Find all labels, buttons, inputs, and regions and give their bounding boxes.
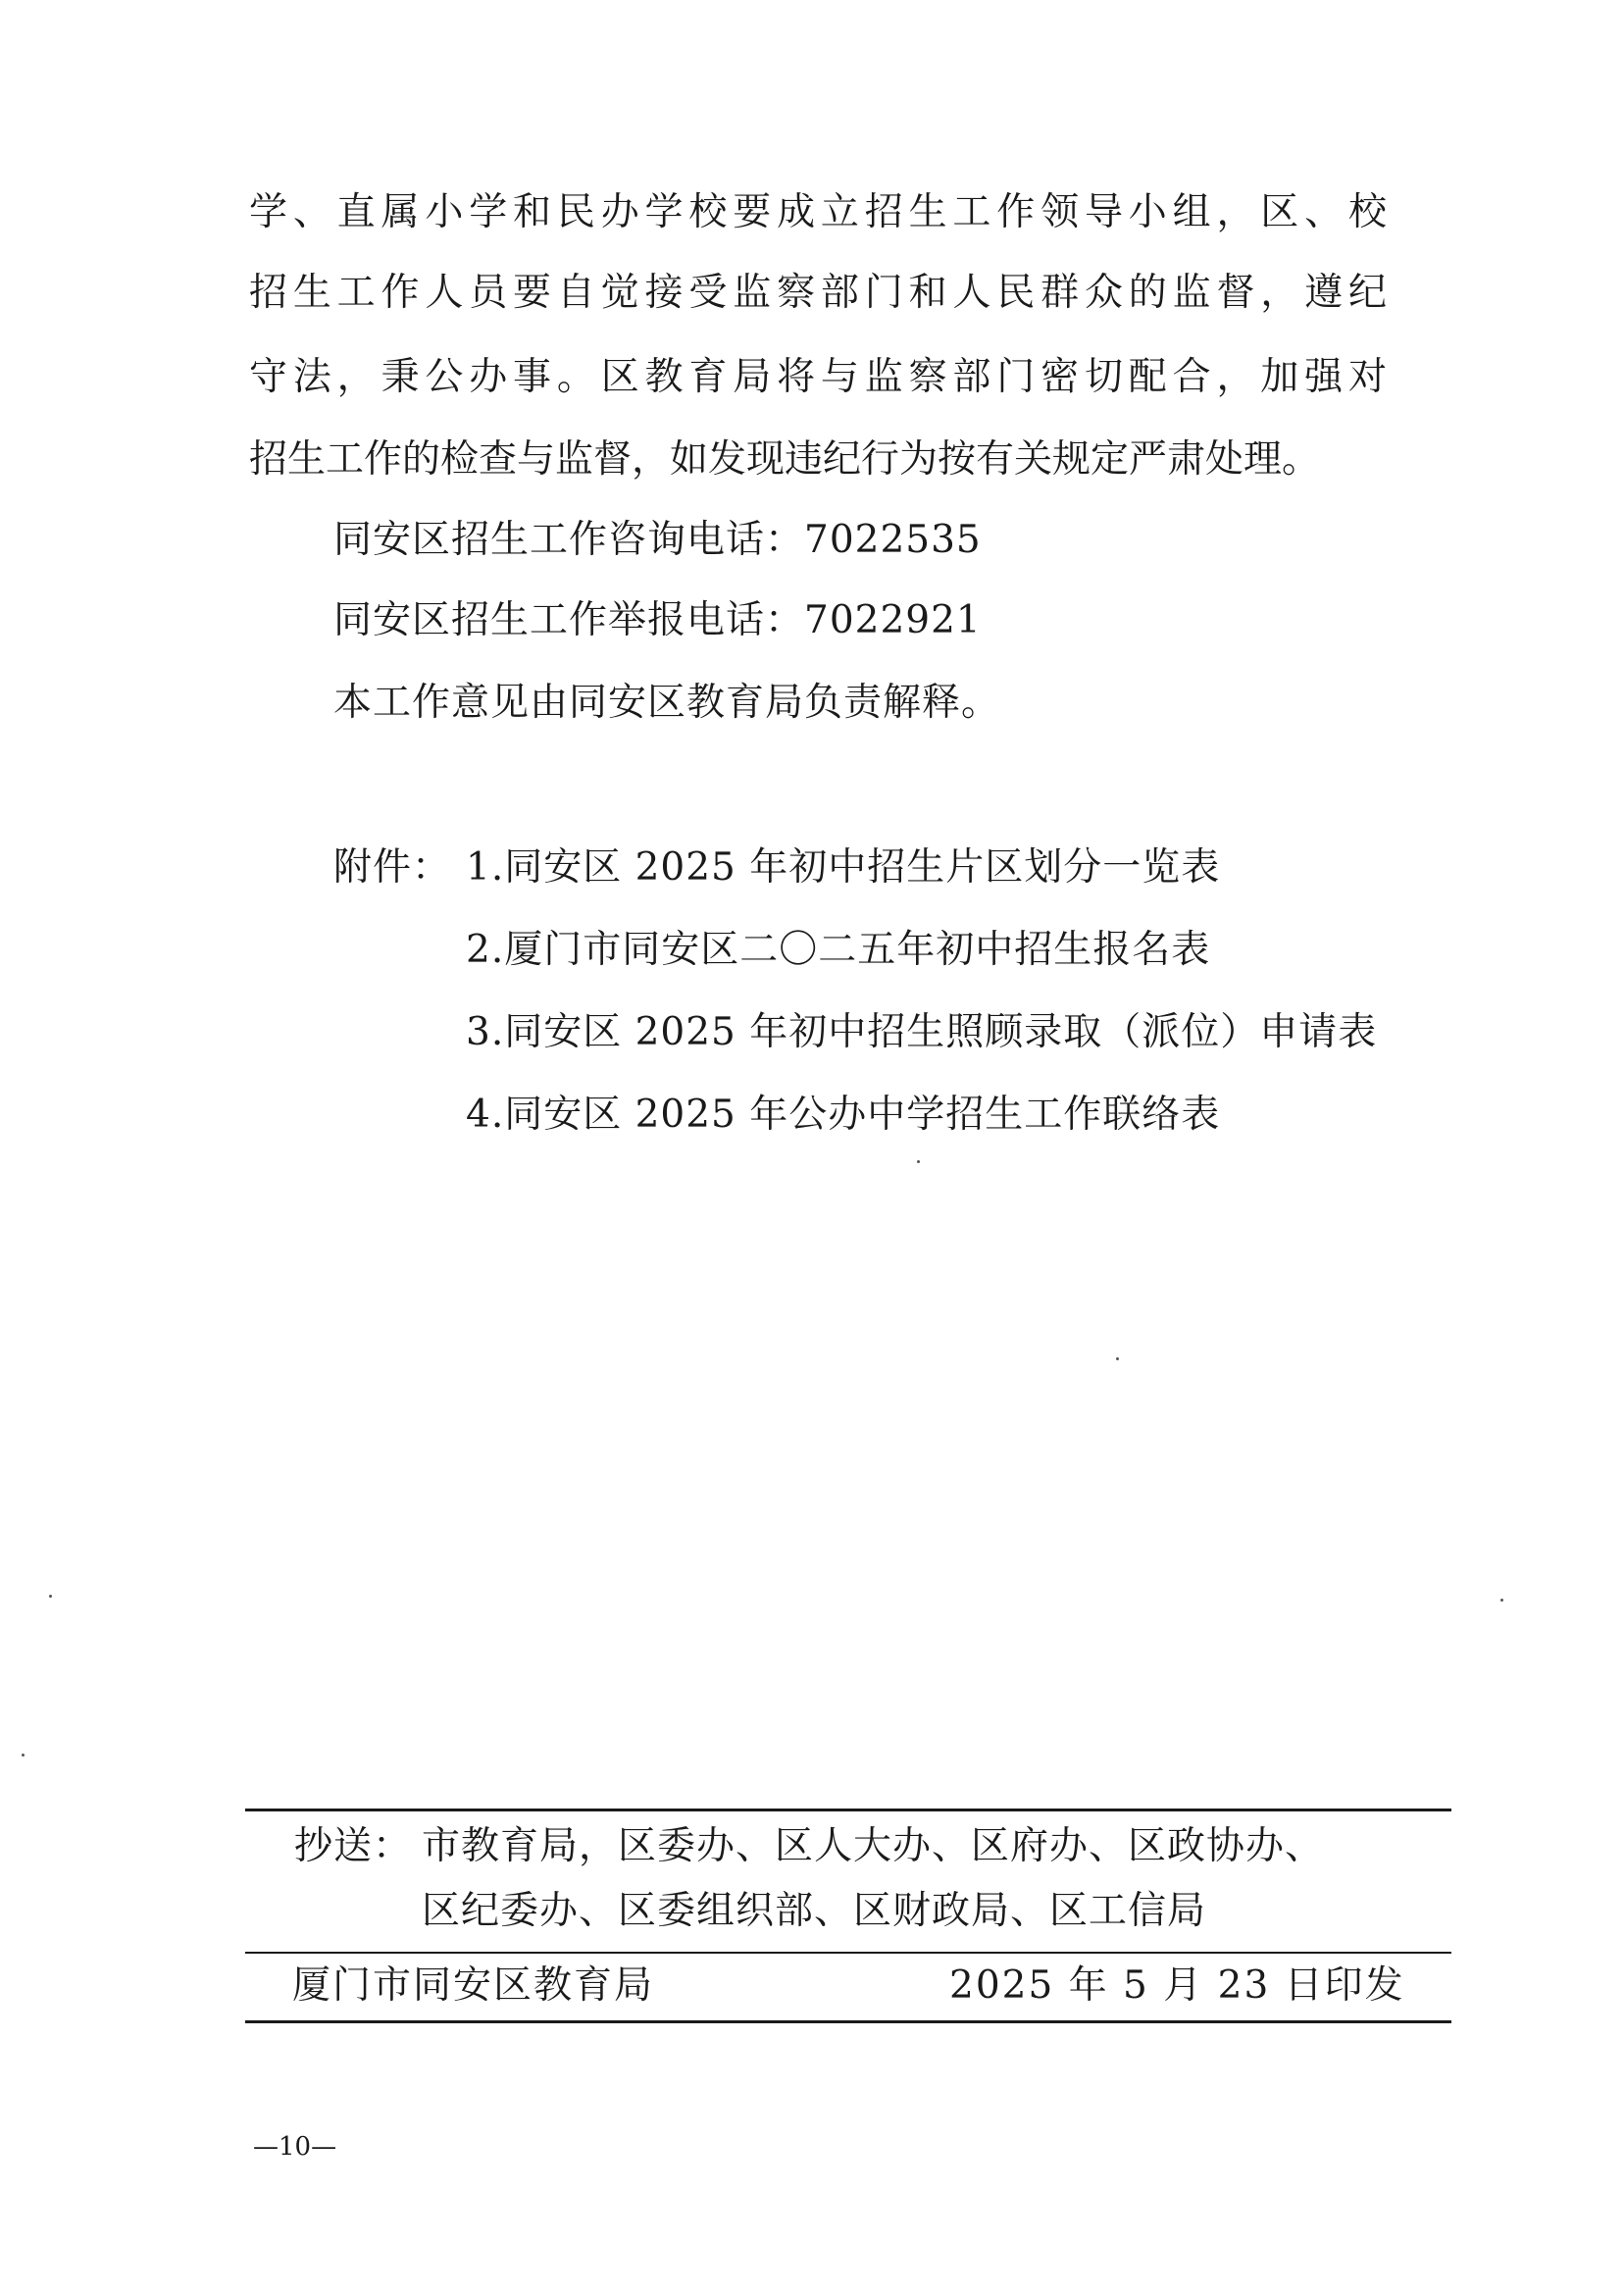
report-phone: 同安区招生工作举报电话：7022921 <box>333 598 982 642</box>
scan-speck <box>49 1595 52 1598</box>
body-paragraph-line-2: 招生工作人员要自觉接受监察部门和人民群众的监督，遵纪 <box>249 271 1387 315</box>
scan-speck <box>1116 1357 1119 1360</box>
issue-date: 2025 年 5 月 23 日印发 <box>949 1963 1405 2008</box>
attachment-item-2: 2.厦门市同安区二〇二五年初中招生报名表 <box>466 928 1211 972</box>
footer-bottom-rule <box>245 2020 1451 2023</box>
page-number: —10— <box>253 2132 337 2162</box>
scan-speck <box>1500 1599 1503 1602</box>
cc-top-rule <box>245 1809 1451 1811</box>
consult-phone: 同安区招生工作咨询电话：7022535 <box>333 518 982 562</box>
interpretation-note: 本工作意见由同安区教育局负责解释。 <box>333 681 1001 725</box>
attachments-label: 附件： <box>333 845 452 890</box>
scan-speck <box>917 1160 920 1163</box>
scan-speck <box>22 1754 25 1757</box>
body-paragraph-line-3: 守法，秉公办事。区教育局将与监察部门密切配合，加强对 <box>249 355 1387 399</box>
cc-label: 抄送： <box>294 1824 413 1868</box>
attachment-item-4: 4.同安区 2025 年公办中学招生工作联络表 <box>466 1093 1221 1137</box>
body-paragraph-line-1: 学、直属小学和民办学校要成立招生工作领导小组，区、校 <box>249 190 1387 234</box>
cc-recipients-line-1: 市教育局，区委办、区人大办、区府办、区政协办、 <box>422 1824 1325 1868</box>
body-paragraph-line-4: 招生工作的检查与监督，如发现违纪行为按有关规定严肃处理。 <box>249 437 1321 482</box>
attachment-item-1: 1.同安区 2025 年初中招生片区划分一览表 <box>466 845 1221 890</box>
issuer-name: 厦门市同安区教育局 <box>292 1963 655 2008</box>
cc-bottom-rule <box>245 1952 1451 1954</box>
cc-recipients-line-2: 区纪委办、区委组织部、区财政局、区工信局 <box>422 1889 1207 1933</box>
attachment-item-3: 3.同安区 2025 年初中招生照顾录取（派位）申请表 <box>466 1010 1378 1054</box>
